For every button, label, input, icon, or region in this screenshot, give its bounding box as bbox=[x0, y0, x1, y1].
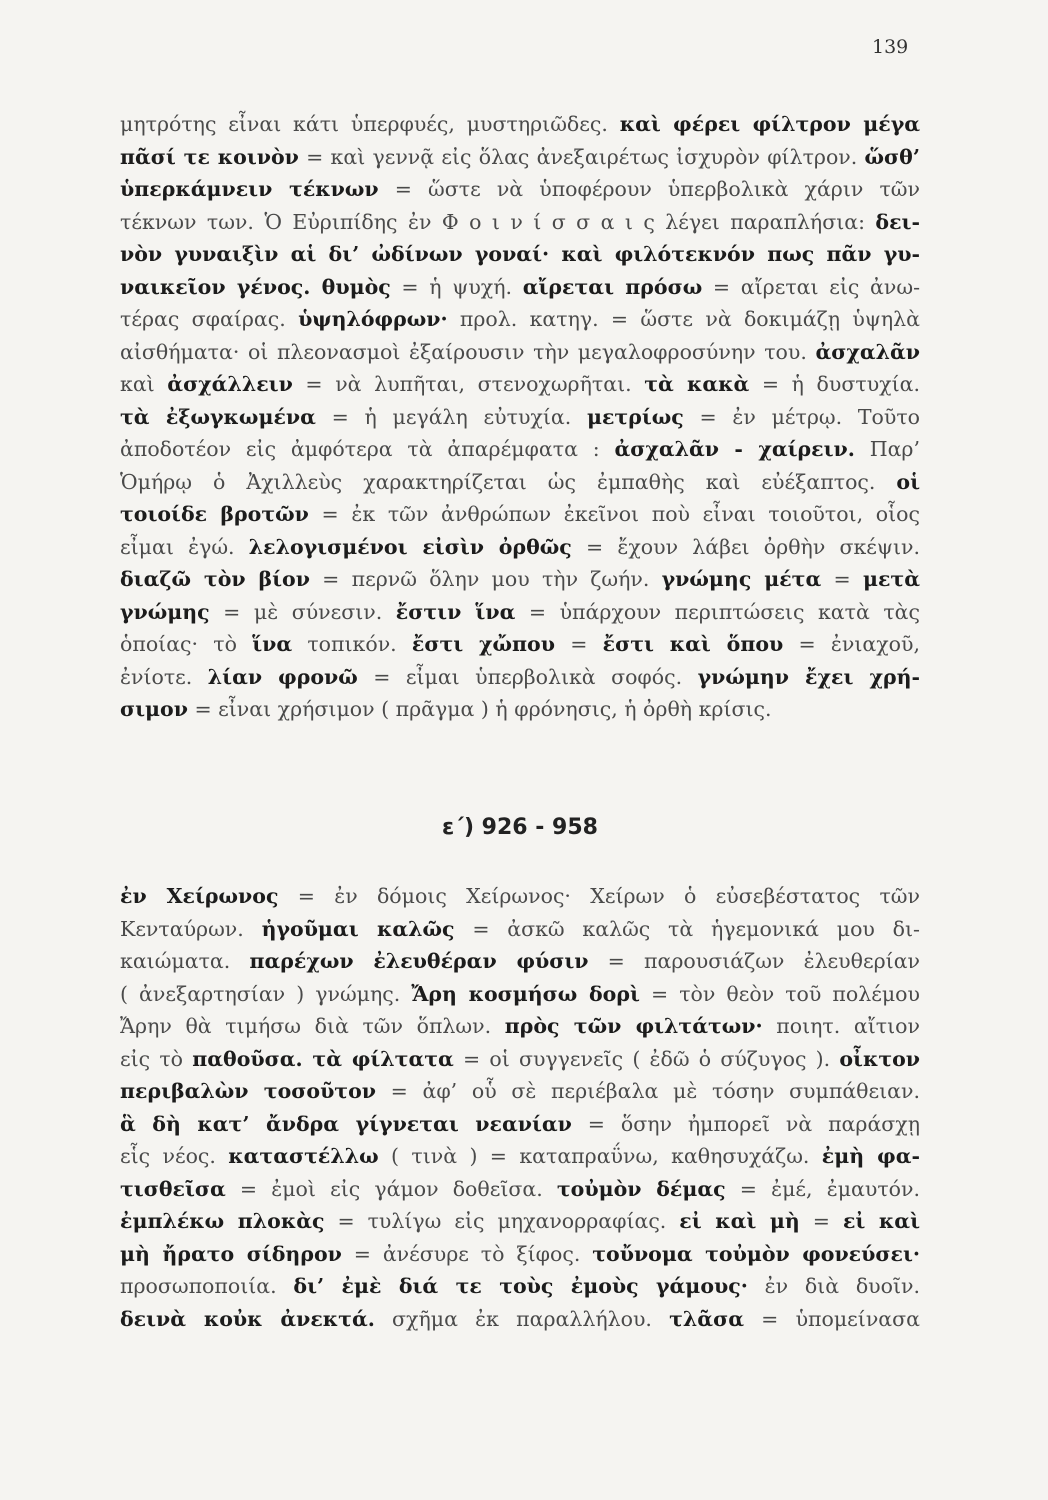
lemma-text: Ἄρη κοσμήσω δορὶ bbox=[411, 981, 640, 1006]
lemma-text: ὥσθ’ bbox=[864, 144, 920, 169]
gloss-text: = ἔχουν λάβει ὀρθὴν σκέψιν. bbox=[571, 534, 921, 559]
gloss-text: ἀποδοτέον εἰς ἀμφότερα τὰ ἀπαρέμφατα : bbox=[120, 437, 615, 461]
lemma-text: περιβαλὼν τοσοῦτον bbox=[120, 1079, 376, 1103]
gloss-text: ἐνίοτε. bbox=[120, 664, 208, 689]
lemma-text: τλᾶσα bbox=[669, 1306, 744, 1331]
gloss-text: = παρουσιάζων ἐλευθερίαν bbox=[588, 949, 920, 973]
gloss-text: = ἀσκῶ καλῶς τὰ ἡγεμονικά μου δι- bbox=[454, 916, 920, 941]
lemma-text: τισθεῖσα bbox=[120, 1176, 226, 1201]
gloss-text: εἶμαι ἐγώ. bbox=[120, 534, 249, 559]
gloss-text: ( τινὰ ) = καταπραΰνω, καθησυχάζω. bbox=[378, 1144, 822, 1168]
text-line bbox=[120, 913, 920, 946]
lemma-text: πᾶσί τε κοινὸν bbox=[120, 144, 299, 169]
gloss-text: = εἶμαι ὑπερβολικὰ σοφός. bbox=[357, 664, 698, 689]
text-line bbox=[120, 661, 920, 694]
lemma-text: δει- bbox=[875, 209, 920, 234]
lemma-text: τὰ ἐξωγκωμένα bbox=[120, 404, 316, 429]
gloss-text: = ὑπομείνασα bbox=[743, 1306, 920, 1331]
lemma-text: καταστέλλω bbox=[228, 1144, 379, 1168]
text-line bbox=[120, 368, 920, 401]
gloss-text: = τυλίγω εἰς μηχανορραφίας. bbox=[324, 1209, 680, 1233]
gloss-text: = αἴρεται εἰς ἀνω- bbox=[702, 274, 920, 299]
text-line bbox=[120, 1075, 920, 1108]
lemma-text: παρέχων ἐλευθέραν φύσιν bbox=[249, 949, 589, 973]
gloss-text: = ὑπάρχουν περιπτώσεις κατὰ τὰς bbox=[515, 599, 920, 624]
lemma-text: πρὸς τῶν φιλτάτων· bbox=[504, 1014, 763, 1038]
text-line bbox=[120, 303, 920, 336]
gloss-text: Ἄρην θὰ τιμήσω διὰ τῶν ὅπλων. bbox=[120, 1014, 505, 1038]
lemma-text: ἐμὴ φα- bbox=[821, 1144, 920, 1168]
gloss-text: = νὰ λυπῆται, στενοχωρῆται. bbox=[292, 372, 645, 396]
gloss-text: προλ. κατηγ. = ὥστε νὰ δοκιμάζῃ ὑψηλὰ bbox=[447, 307, 920, 331]
text-line bbox=[120, 336, 920, 369]
gloss-text: αἰσθήματα· οἱ πλεονασμοὶ ἐξαίρουσιν τὴν μεγαλοφροσύνην του. bbox=[120, 339, 816, 364]
gloss-text: τέρας σφαίρας. bbox=[120, 307, 299, 331]
lemma-text: ὑψηλόφρων· bbox=[298, 307, 448, 331]
text-line bbox=[120, 1108, 920, 1141]
text-line bbox=[120, 880, 920, 913]
lemma-text: ἐν Χείρωνος bbox=[120, 884, 279, 908]
text-line bbox=[120, 1010, 920, 1043]
text-line bbox=[120, 531, 920, 564]
lemma-text: αἴρεται πρόσω bbox=[522, 274, 703, 299]
page-number: 139 bbox=[872, 36, 909, 58]
text-line bbox=[120, 238, 920, 271]
lemma-text: ἀσχαλᾶν bbox=[815, 339, 920, 364]
gloss-text: εἷς νέος. bbox=[120, 1144, 229, 1168]
gloss-text: μητρότης εἶναι κάτι ὑπερφυές, μυστηριῶδες. bbox=[120, 112, 620, 136]
lemma-text: γνώμης bbox=[120, 599, 210, 624]
text-line bbox=[120, 206, 920, 239]
lemma-text: ἀσχάλλειν bbox=[167, 372, 293, 396]
lemma-text: ἡγοῦμαι καλῶς bbox=[261, 916, 455, 941]
lemma-text: δι’ ἐμὲ διά τε τοὺς ἐμοὺς γάμους· bbox=[293, 1274, 748, 1298]
gloss-text: = bbox=[821, 567, 863, 591]
gloss-text: τέκνων των. Ὁ Εὐριπίδης ἐν Φ ο ι ν ί σ σ α ι ς λέγει παραπλήσια: bbox=[120, 209, 876, 234]
lemma-text: διαζῶ τὸν βίον bbox=[120, 567, 310, 591]
text-line bbox=[120, 271, 920, 304]
gloss-text: = ἡ μεγάλη εὐτυχία. bbox=[315, 404, 587, 429]
lemma-text: γνώμην ἔχει χρή- bbox=[697, 664, 920, 689]
text-line bbox=[120, 596, 920, 629]
gloss-text: = ἐμοὶ εἰς γάμον δοθεῖσα. bbox=[225, 1176, 557, 1201]
text-line bbox=[120, 466, 920, 499]
text-line bbox=[120, 1173, 920, 1206]
lemma-text: μετρίως bbox=[586, 404, 684, 429]
gloss-text: = ὅσην ἠμπορεῖ νὰ παράσχῃ bbox=[571, 1111, 920, 1136]
text-line bbox=[120, 173, 920, 206]
gloss-text: καὶ bbox=[120, 372, 168, 396]
gloss-text: ἐν διὰ δυοῖν. bbox=[747, 1274, 920, 1298]
lemma-text: εἰ καὶ μὴ bbox=[679, 1209, 800, 1233]
gloss-text: = καὶ γεννᾷ εἰς ὅλας ἀνεξαιρέτως ἰσχυρὸν φίλτρον. bbox=[298, 144, 865, 169]
gloss-text: ( ἀνεξαρτησίαν ) γνώμης. bbox=[120, 981, 412, 1006]
gloss-text: προσωποποιία. bbox=[120, 1274, 294, 1298]
text-line bbox=[120, 498, 920, 531]
gloss-text: = ἐκ τῶν ἀνθρώπων ἐκεῖνοι ποὺ εἶναι τοιοῦτοι, οἷος bbox=[308, 502, 920, 526]
gloss-text: Κενταύρων. bbox=[120, 916, 262, 941]
gloss-text: = περνῶ ὅλην μου τὴν ζωήν. bbox=[309, 567, 662, 591]
gloss-text: = εἶναι χρήσιμον ( πρᾶγμα ) ἡ φρόνησις, ἡ ὀρθὴ κρίσις. bbox=[187, 697, 772, 721]
lemma-text: τὰ κακὰ bbox=[644, 372, 750, 396]
gloss-text: εἰς τὸ bbox=[120, 1046, 193, 1071]
commentary-block-2 bbox=[120, 880, 920, 1335]
text-line bbox=[120, 693, 920, 726]
lemma-text: ἃ δὴ κατ’ ἄνδρα γίγνεται νεανίαν bbox=[120, 1111, 572, 1136]
lemma-text: ὑπερκάμνειν τέκνων bbox=[120, 177, 379, 201]
gloss-text: = τὸν θεὸν τοῦ πολέμου bbox=[639, 981, 920, 1006]
lemma-text: εἰ καὶ bbox=[842, 1209, 920, 1233]
lemma-text: δεινὰ κοὐκ ἀνεκτά. bbox=[120, 1306, 375, 1331]
lemma-text: ἐμπλέκω πλοκὰς bbox=[120, 1209, 325, 1233]
text-line bbox=[120, 978, 920, 1011]
lemma-text: ἔστι χὤπου bbox=[411, 632, 555, 656]
lemma-text: τοὐμὸν δέμας bbox=[556, 1176, 726, 1201]
text-line bbox=[120, 433, 920, 466]
gloss-text: καιώματα. bbox=[120, 949, 250, 973]
text-line bbox=[120, 1043, 920, 1076]
gloss-text: = bbox=[554, 632, 603, 656]
text-line bbox=[120, 141, 920, 174]
gloss-text: = ἐν δόμοις Χείρωνος· Χείρων ὁ εὐσεβέστατος τῶν bbox=[278, 884, 920, 908]
gloss-text: σχῆμα ἐκ παραλλήλου. bbox=[374, 1306, 670, 1331]
lemma-text: ναικεῖον γένος. θυμὸς bbox=[120, 274, 391, 299]
lemma-text: μὴ ἤρατο σίδηρον bbox=[120, 1241, 342, 1266]
gloss-text: = μὲ σύνεσιν. bbox=[209, 599, 396, 624]
lemma-text: τοιοίδε βροτῶν bbox=[120, 502, 309, 526]
lemma-text: γνώμης μέτα bbox=[661, 567, 822, 591]
lemma-text: ἔστι καὶ ὅπου bbox=[602, 632, 784, 656]
gloss-text: = ἐνιαχοῦ, bbox=[783, 632, 920, 656]
lemma-text: ἵνα bbox=[252, 632, 293, 656]
lemma-text: οἱ bbox=[896, 469, 920, 494]
text-line bbox=[120, 108, 920, 141]
text-line bbox=[120, 628, 920, 661]
commentary-block-1 bbox=[120, 108, 920, 726]
lemma-text: καὶ φέρει φίλτρον μέγα bbox=[619, 112, 920, 136]
text-line bbox=[120, 1270, 920, 1303]
lemma-text: οἶκτον bbox=[839, 1046, 921, 1071]
text-line bbox=[120, 1205, 920, 1238]
lemma-text: σιμον bbox=[120, 697, 188, 721]
gloss-text: Ὁμήρῳ ὁ Ἀχιλλεὺς χαρακτηρίζεται ὡς ἐμπαθὴς καὶ εὐέξαπτος. bbox=[120, 469, 897, 494]
lemma-text: μετὰ bbox=[862, 567, 920, 591]
section-heading: ε΄) 926 - 958 bbox=[442, 815, 598, 840]
gloss-text: = ἐν μέτρῳ. Τοῦτο bbox=[683, 404, 921, 429]
gloss-text: = ἀφ’ οὗ σὲ περιέβαλα μὲ τόσην συμπάθειαν. bbox=[375, 1079, 920, 1103]
text-line bbox=[120, 1303, 920, 1336]
text-line bbox=[120, 563, 920, 596]
lemma-text: λίαν φρονῶ bbox=[207, 664, 358, 689]
lemma-text: ἀσχαλᾶν - χαίρειν. bbox=[614, 437, 855, 461]
gloss-text: = ὥστε νὰ ὑποφέρουν ὑπερβολικὰ χάριν τῶν bbox=[378, 177, 920, 201]
gloss-text: = ἀνέσυρε τὸ ξίφος. bbox=[341, 1241, 593, 1266]
lemma-text: τοὔνομα τοὐμὸν φονεύσει· bbox=[592, 1241, 920, 1266]
gloss-text: = οἱ συγγενεῖς ( ἐδῶ ὁ σύζυγος ). bbox=[453, 1046, 840, 1071]
gloss-text: = bbox=[799, 1209, 843, 1233]
lemma-text: νὸν γυναιξὶν αἱ δι’ ὠδίνων γοναί· καὶ φιλότεκνόν πως πᾶν γυ- bbox=[120, 242, 920, 266]
gloss-text: = ἡ δυστυχία. bbox=[749, 372, 920, 396]
lemma-text: παθοῦσα. τὰ φίλτατα bbox=[192, 1046, 454, 1071]
text-line bbox=[120, 1238, 920, 1271]
text-line bbox=[120, 401, 920, 434]
gloss-text: = ἐμέ, ἐμαυτόν. bbox=[725, 1176, 920, 1201]
gloss-text: ὁποίας· τὸ bbox=[120, 632, 253, 656]
gloss-text: = ἡ ψυχή. bbox=[390, 274, 523, 299]
text-line bbox=[120, 1140, 920, 1173]
lemma-text: λελογισμένοι εἰσὶν ὀρθῶς bbox=[248, 534, 572, 559]
gloss-text: ποιητ. αἴτιον bbox=[762, 1014, 920, 1038]
gloss-text: Παρ’ bbox=[854, 437, 921, 461]
lemma-text: ἔστιν ἵνα bbox=[395, 599, 516, 624]
text-line bbox=[120, 945, 920, 978]
gloss-text: τοπικόν. bbox=[292, 632, 412, 656]
